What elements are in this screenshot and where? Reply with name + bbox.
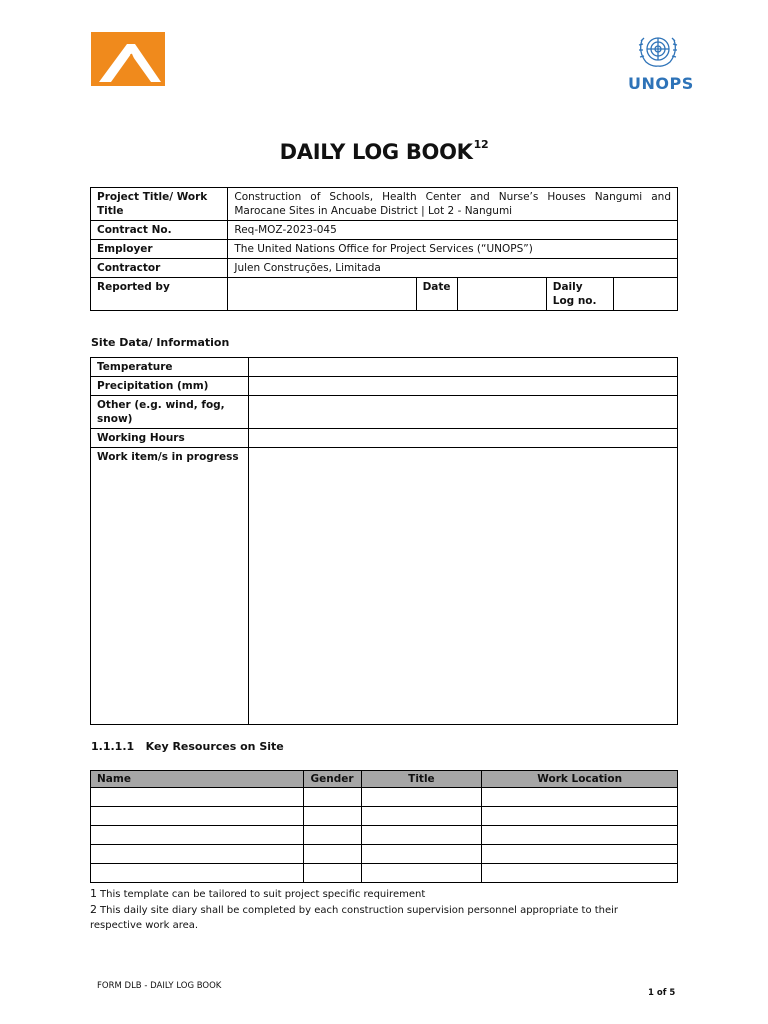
precipitation-label: Precipitation (mm) [91,377,249,396]
reported-by-label: Reported by [91,278,228,311]
heading-number: 1.1.1.1 [91,740,135,753]
table-row [91,448,678,725]
title-cell[interactable] [361,864,482,883]
name-cell[interactable] [91,807,304,826]
working-hours-field[interactable] [248,429,677,448]
work-items-label: Work item/s in progress [91,448,249,725]
table-row [91,396,678,429]
table-row [91,358,678,377]
column-header-name: Name [91,771,304,788]
table-row [91,864,678,883]
name-cell[interactable] [91,864,304,883]
footnote-2 [90,902,646,933]
work-location-cell[interactable] [482,826,678,845]
table-row [91,188,678,221]
gender-cell[interactable] [303,807,361,826]
page-number: 1 of 5 [648,988,676,998]
precipitation-field[interactable] [248,377,677,396]
heading-text: Key Resources on Site [145,740,284,753]
table-row [91,259,678,278]
date-label: Date [416,278,457,311]
form-label: FORM DLB - DAILY LOG BOOK [97,981,222,991]
contract-label: Contract No. [91,221,228,240]
gender-cell[interactable] [303,864,361,883]
work-location-cell[interactable] [482,864,678,883]
table-row [91,278,678,311]
table-row [91,807,678,826]
name-cell[interactable] [91,788,304,807]
footnote-number: 1 [90,887,97,900]
table-row [91,221,678,240]
footnote-number: 2 [90,903,97,916]
other-conditions-label: Other (e.g. wind, fog, snow) [91,396,249,429]
date-field[interactable] [457,278,546,311]
contractor-label: Contractor [91,259,228,278]
column-header-gender: Gender [303,771,361,788]
footnote-text: This daily site diary shall be completed by each construction supervision personnel appropriate to their respective work area. [90,905,619,931]
title-cell[interactable] [361,807,482,826]
title-cell[interactable] [361,788,482,807]
reported-by-field[interactable] [228,278,416,311]
table-header-row [91,771,678,788]
employer-value[interactable]: The United Nations Office for Project Services (“UNOPS”) [228,240,678,259]
footnote-text: This template can be tailored to suit project specific requirement [100,889,426,900]
site-data-heading: Site Data/ Information [91,336,230,349]
gender-cell[interactable] [303,788,361,807]
work-location-cell[interactable] [482,788,678,807]
gender-cell[interactable] [303,845,361,864]
other-conditions-field[interactable] [248,396,677,429]
title-cell[interactable] [361,826,482,845]
key-resources-heading [91,740,284,753]
unops-logo [624,30,700,94]
gender-cell[interactable] [303,826,361,845]
table-row [91,845,678,864]
company-logo [91,32,165,86]
contractor-value[interactable]: Julen Construções, Limitada [228,259,678,278]
name-cell[interactable] [91,826,304,845]
table-row [91,240,678,259]
page-title [0,140,768,164]
work-location-cell[interactable] [482,845,678,864]
name-cell[interactable] [91,845,304,864]
temperature-field[interactable] [248,358,677,377]
table-row [91,788,678,807]
table-row [91,377,678,396]
project-info-table [90,187,678,311]
table-row [91,429,678,448]
footnote-separator [90,882,244,883]
work-items-field[interactable] [248,448,677,725]
contract-value[interactable]: Req-MOZ-2023-045 [228,221,678,240]
employer-label: Employer [91,240,228,259]
project-title-label: Project Title/ Work Title [91,188,228,221]
table-row [91,826,678,845]
footnote-1 [90,886,650,902]
column-header-work-location: Work Location [482,771,678,788]
title-cell[interactable] [361,845,482,864]
key-resources-table [90,770,678,883]
daily-log-label: Daily Log no. [546,278,614,311]
unops-wordmark: UNOPS [628,74,694,93]
daily-log-field[interactable] [614,278,678,311]
column-header-title: Title [361,771,482,788]
work-location-cell[interactable] [482,807,678,826]
project-title-value[interactable]: Construction of Schools, Health Center and Nurse’s Houses Nangumi and Marocane Sites in Ancuabe District | Lot 2 - Nangumi [228,188,678,221]
title-text: DAILY LOG BOOK [279,140,473,164]
temperature-label: Temperature [91,358,249,377]
site-data-table [90,357,678,725]
working-hours-label: Working Hours [91,429,249,448]
title-footnote-ref: 12 [473,138,489,151]
